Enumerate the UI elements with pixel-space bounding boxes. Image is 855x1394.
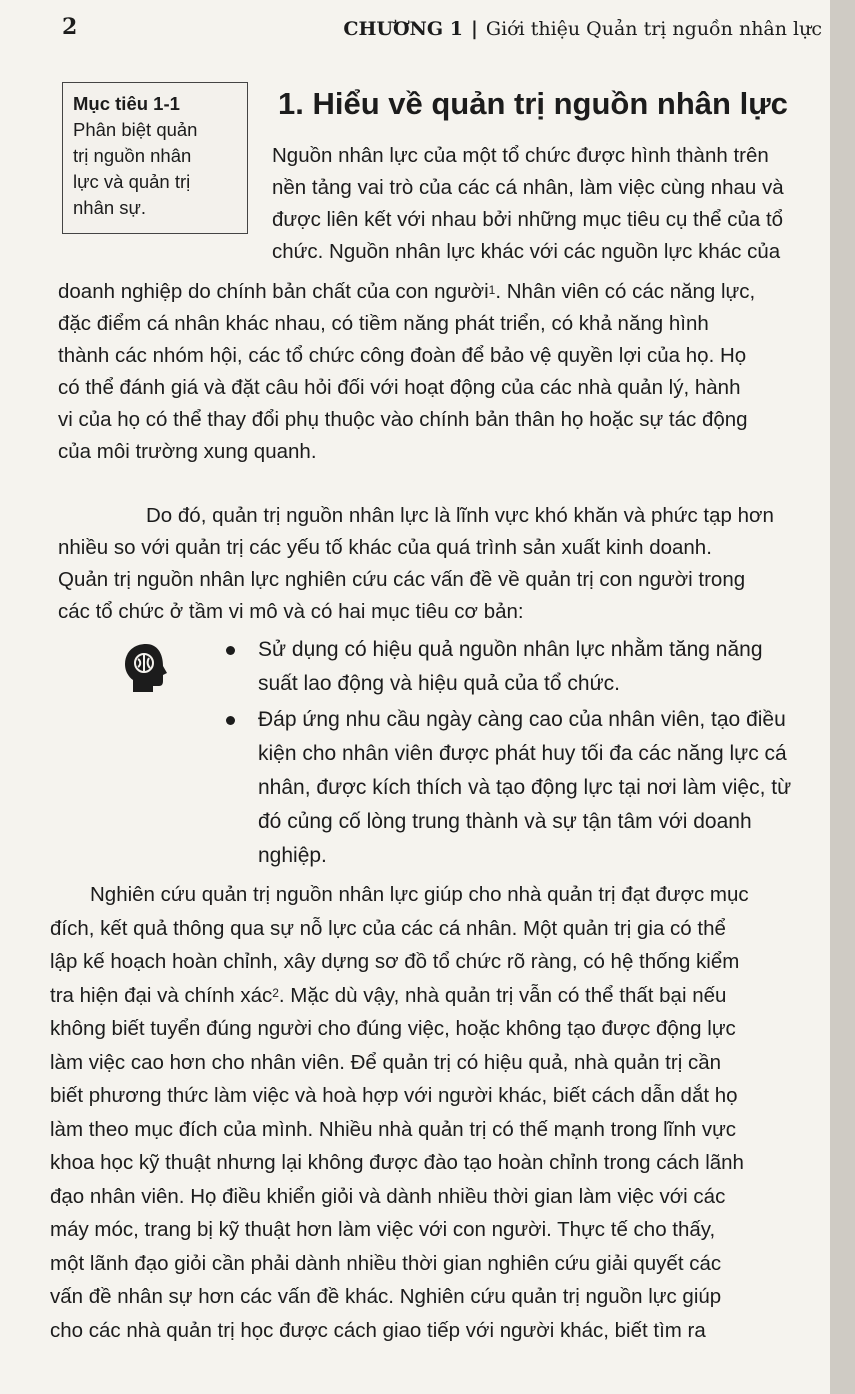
text-line: lập kế hoạch hoàn chỉnh, xây dựng sơ đồ tổ chức rõ ràng, có hệ thống kiểm (50, 950, 740, 973)
text-fragment: . Mặc dù vậy, nhà quản trị vẫn có thể thất bại nếu (278, 983, 727, 1007)
text-line: kiện cho nhân viên được phát huy tối đa các năng lực cá (258, 742, 787, 765)
objective-title: Mục tiêu 1-1 (73, 93, 180, 114)
text-line: chức. Nguồn nhân lực khác với các nguồn lực khác của (272, 240, 781, 263)
paragraph-1-indented (272, 140, 824, 268)
text-line: nghiệp. (258, 844, 327, 867)
objective-line: Phân biệt quản (73, 119, 198, 140)
text-line: không biết tuyển đúng người cho đúng việc, hoặc không tạo được động lực (50, 1017, 736, 1040)
text-line: suất lao động và hiệu quả của tổ chức. (258, 672, 620, 695)
objective-line: trị nguồn nhân (73, 145, 192, 166)
text-line: đặc điểm cá nhân khác nhau, có tiềm năng phát triển, có khả năng hình (58, 312, 709, 335)
text-line: một lãnh đạo giỏi cần phải dành nhiều thời gian nghiên cứu giải quyết các (50, 1251, 722, 1275)
text-line: đạo nhân viên. Họ điều khiển giỏi và dành nhiều thời gian làm việc với các (50, 1184, 726, 1208)
objective-line: nhân sự. (73, 197, 147, 218)
bullet-item (224, 633, 824, 701)
text-line: cho các nhà quản trị học được cách giao tiếp với người khác, biết tìm ra (50, 1318, 706, 1342)
text-line: thành các nhóm hội, các tổ chức công đoàn để bảo vệ quyền lợi của họ. Họ (58, 344, 747, 367)
text-line: làm theo mục đích của mình. Nhiều nhà quản trị có thế mạnh trong lĩnh vực (50, 1117, 737, 1141)
chapter-title: Giới thiệu Quản trị nguồn nhân lực (485, 18, 822, 40)
text-line: có thể đánh giá và đặt câu hỏi đối với hoạt động của các nhà quản lý, hành (58, 376, 741, 399)
text-line: Do đó, quản trị nguồn nhân lực là lĩnh vực khó khăn và phức tạp hơn (146, 504, 774, 527)
page-edge (830, 0, 855, 1394)
objective-line: lực và quản trị (73, 171, 191, 192)
text-line: nhiều so với quản trị các yếu tố khác của quá trình sản xuất kinh doanh. (58, 536, 712, 559)
text-fragment: doanh nghiệp do chính bản chất của con người (58, 280, 489, 303)
text-line: khoa học kỹ thuật nhưng lại không được đào tạo hoàn chỉnh trong cách lãnh (50, 1151, 744, 1174)
paragraph-3 (50, 878, 824, 1347)
page-number: 2 (62, 14, 78, 40)
text-fragment: . Nhân viên có các năng lực, (495, 280, 756, 303)
text-line: Quản trị nguồn nhân lực nghiên cứu các vấn đề về quản trị con người trong (58, 568, 746, 591)
bullet-list (224, 633, 824, 875)
paragraph-1-full (58, 276, 824, 468)
bullet-dot (226, 646, 235, 655)
brain-head-icon (122, 642, 170, 694)
chapter-label: CHƯƠNG 1 (343, 18, 463, 40)
header-separator: | (470, 18, 478, 40)
running-head (343, 18, 822, 40)
bullet-dot (226, 716, 235, 725)
text-line: biết phương thức làm việc và hoà hợp với người khác, biết cách dẫn dắt họ (50, 1084, 738, 1107)
text-line: được liên kết với nhau bởi những mục tiêu cụ thể của tổ (272, 208, 784, 231)
page-header (62, 14, 822, 50)
text-line: của môi trường xung quanh. (58, 440, 317, 463)
text-line: nền tảng vai trò của các cá nhân, làm việc cùng nhau và (272, 176, 784, 199)
text-line: Sử dụng có hiệu quả nguồn nhân lực nhằm tăng năng (258, 638, 763, 661)
text-line: các tổ chức ở tầm vi mô và có hai mục tiêu cơ bản: (58, 600, 524, 623)
text-line: làm việc cao hơn cho nhân viên. Để quản trị có hiệu quả, nhà quản trị cần (50, 1050, 722, 1074)
paragraph-2 (58, 500, 824, 628)
text-line: Nghiên cứu quản trị nguồn nhân lực giúp cho nhà quản trị đạt được mục (90, 883, 749, 906)
footnote-ref: 1 (488, 283, 496, 297)
section-title: 1. Hiểu về quản trị nguồn nhân lực (278, 86, 788, 121)
text-line: đó củng cố lòng trung thành và sự tận tâm với doanh (258, 810, 752, 833)
text-line (50, 979, 824, 1013)
text-line: Nguồn nhân lực của một tổ chức được hình thành trên (272, 144, 769, 167)
text-line: đích, kết quả thông qua sự nỗ lực của các cá nhân. Một quản trị gia có thể (50, 916, 726, 940)
text-fragment: tra hiện đại và chính xác (50, 983, 273, 1007)
text-line: vấn đề nhân sự hơn các vấn đề khác. Nghiên cứu quản trị nguồn lực giúp (50, 1285, 722, 1308)
objective-box (62, 82, 248, 234)
footnote-ref: 2 (272, 985, 279, 1000)
text-line: Đáp ứng nhu cầu ngày càng cao của nhân viên, tạo điều (258, 708, 786, 731)
bullet-item (224, 703, 824, 873)
text-line: vi của họ có thể thay đổi phụ thuộc vào chính bản thân họ hoặc sự tác động (58, 408, 748, 431)
text-line (58, 276, 824, 308)
text-line: máy móc, trang bị kỹ thuật hơn làm việc với con người. Thực tế cho thấy, (50, 1218, 716, 1241)
text-line: nhân, được kích thích và tạo động lực tại nơi làm việc, từ (258, 776, 792, 799)
